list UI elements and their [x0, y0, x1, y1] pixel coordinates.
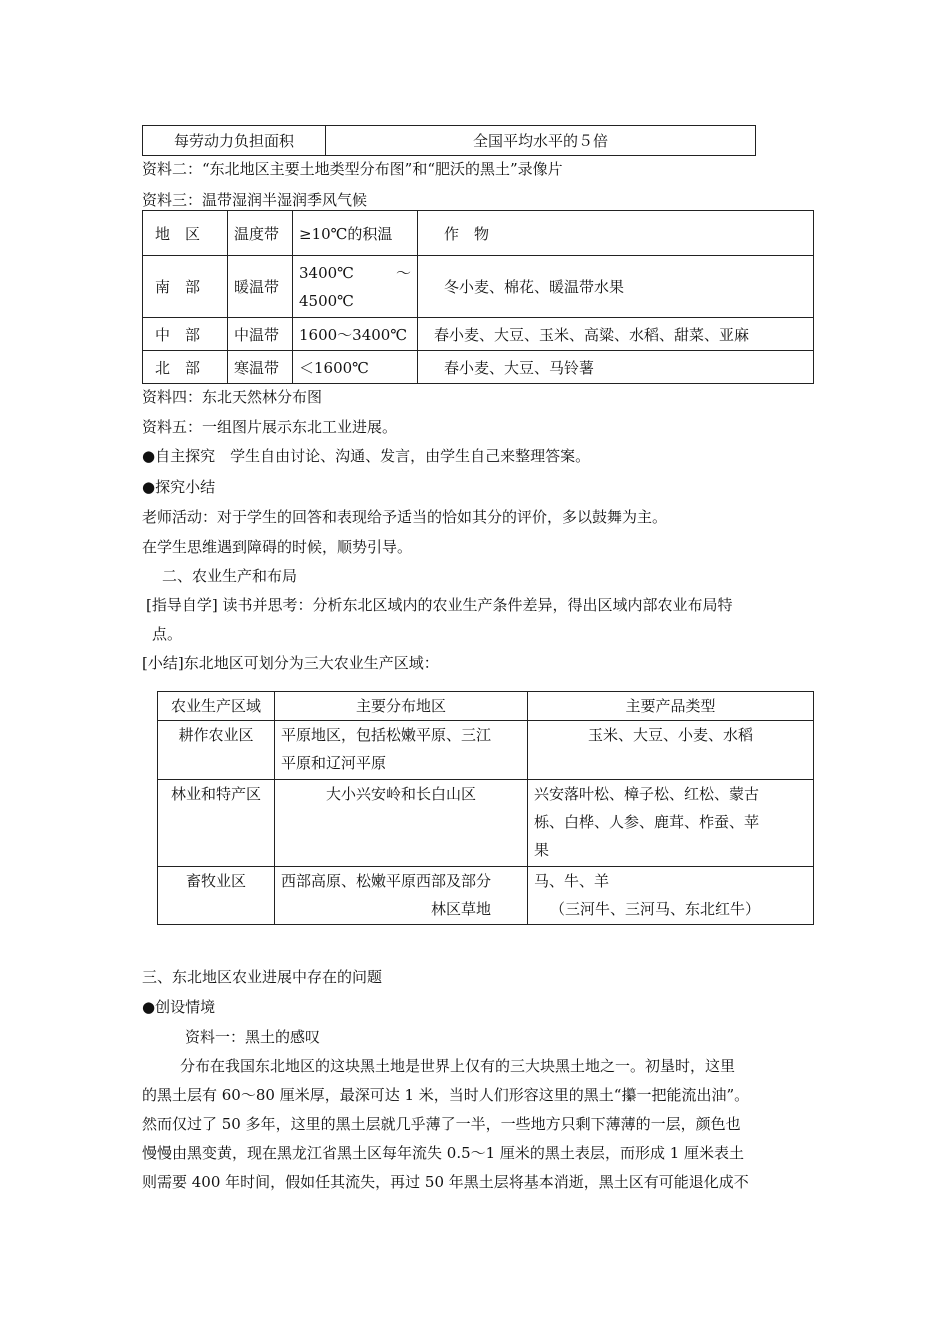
self-study-line-2: 点。	[152, 625, 183, 643]
labor-area-table	[142, 125, 756, 156]
header-products: 主要产品类型	[528, 692, 814, 721]
temp-cell: 1600～3400℃	[293, 318, 418, 351]
material-1-line: 资料一：黑土的感叹	[185, 1028, 321, 1046]
distribution-line: 西部高原、松嫩平原西部及部分	[281, 872, 492, 890]
paragraph-line-4: 慢慢由黑变黄，现在黑龙江省黑土区每年流失 0.5～1 厘米的黑土表层，而形成 1 厘米表土	[142, 1144, 745, 1162]
labor-area-label: 每劳动力负担面积	[143, 126, 326, 156]
paragraph-line-3: 然而仅过了 50 多年，这里的黑土层就几乎薄了一半，一些地方只剩下薄薄的一层，颜色也	[142, 1115, 741, 1133]
distribution-line: 平原地区，包括松嫩平原、三江	[281, 726, 492, 744]
section-2-heading: 二、农业生产和布局	[162, 567, 298, 585]
products-cell	[528, 721, 814, 780]
products-line: （三河牛、三河马、东北红牛）	[550, 900, 761, 918]
paragraph-line-1: 分布在我国东北地区的这块黑土地是世界上仅有的三大块黑土地之一。初垦时，这里	[180, 1057, 736, 1075]
table-row	[143, 351, 814, 384]
conclusion-line: [小结]东北地区可划分为三大农业生产区域：	[142, 654, 439, 672]
crops-cell: 春小麦、大豆、马铃薯	[418, 351, 814, 384]
products-line: 栎、白桦、人参、鹿茸、柞蚕、苹	[534, 813, 760, 831]
zone-cell: 暖温带	[228, 256, 293, 318]
products-line: 玉米、大豆、小麦、水稻	[587, 726, 753, 744]
temp-separator: ～	[395, 263, 411, 282]
region-cell: 北 部	[143, 351, 228, 384]
table-row	[143, 256, 814, 318]
table-row	[143, 211, 814, 256]
temp-value-b: 4500℃	[299, 291, 354, 310]
distribution-line: 平原和辽河平原	[281, 754, 387, 772]
explore-summary-line: ●探究小结	[142, 478, 216, 496]
table-row	[158, 780, 814, 867]
area-cell: 畜牧业区	[158, 867, 275, 925]
zone-cell: 中温带	[228, 318, 293, 351]
table-row	[158, 867, 814, 925]
distribution-cell	[275, 867, 528, 925]
area-cell: 林业和特产区	[158, 780, 275, 867]
temp-cell: ＜1600℃	[293, 351, 418, 384]
products-line: 兴安落叶松、樟子松、红松、蒙古	[534, 785, 760, 803]
labor-area-value: 全国平均水平的５倍	[326, 126, 756, 156]
region-cell: 南 部	[143, 256, 228, 318]
paragraph-line-5: 则需要 400 年时间，假如任其流失，再过 50 年黑土层将基本消逝，黑土区有可能退化成不	[142, 1173, 749, 1191]
scenario-line: ●创设情境	[142, 998, 216, 1016]
temp-value-a: 3400℃	[299, 263, 354, 282]
products-line: 马、牛、羊	[534, 872, 610, 890]
climate-table	[142, 210, 814, 384]
distribution-cell	[275, 721, 528, 780]
material-2-line: 资料二：“东北地区主要土地类型分布图”和“肥沃的黑土”录像片	[142, 160, 563, 178]
material-3-line: 资料三：温带湿润半湿润季风气候	[142, 191, 368, 209]
header-temp: ≥10℃的积温	[293, 211, 418, 256]
agriculture-table	[157, 691, 814, 925]
distribution-line: 大小兴安岭和长白山区	[325, 785, 476, 803]
teacher-activity-line: 老师活动：对于学生的回答和表现给予适当的恰如其分的评价，多以鼓舞为主。	[142, 508, 668, 526]
products-line: 果	[534, 841, 550, 859]
header-area: 农业生产区域	[158, 692, 275, 721]
material-4-line: 资料四：东北天然林分布图	[142, 388, 323, 406]
crops-cell: 冬小麦、棉花、暖温带水果	[418, 256, 814, 318]
table-row	[143, 318, 814, 351]
crops-cell: 春小麦、大豆、玉米、高粱、水稻、甜菜、亚麻	[418, 318, 814, 351]
distribution-line: 林区草地	[430, 900, 491, 918]
self-study-line-1: [指导自学] 读书并思考：分析东北区域内的农业生产条件差异，得出区域内部农业布局特	[146, 596, 733, 614]
table-row	[158, 692, 814, 721]
header-distribution: 主要分布地区	[275, 692, 528, 721]
header-crops: 作 物	[418, 211, 814, 256]
guide-line: 在学生思维遇到障碍的时候，顺势引导。	[142, 538, 413, 556]
area-cell: 耕作农业区	[158, 721, 275, 780]
products-cell	[528, 780, 814, 867]
section-3-heading: 三、东北地区农业进展中存在的问题	[142, 968, 383, 986]
paragraph-line-2: 的黑土层有 60～80 厘米厚，最深可达 1 米，当时人们形容这里的黑土“攥一把能流出油”。	[142, 1086, 750, 1104]
distribution-cell	[275, 780, 528, 867]
self-explore-line: ●自主探究 学生自由讨论、沟通、发言，由学生自己来整理答案。	[142, 447, 591, 465]
region-cell: 中 部	[143, 318, 228, 351]
products-cell	[528, 867, 814, 925]
header-zone: 温度带	[228, 211, 293, 256]
material-5-line: 资料五：一组图片展示东北工业进展。	[142, 418, 398, 436]
table-row	[158, 721, 814, 780]
temp-cell	[293, 256, 418, 318]
zone-cell: 寒温带	[228, 351, 293, 384]
header-region: 地 区	[143, 211, 228, 256]
